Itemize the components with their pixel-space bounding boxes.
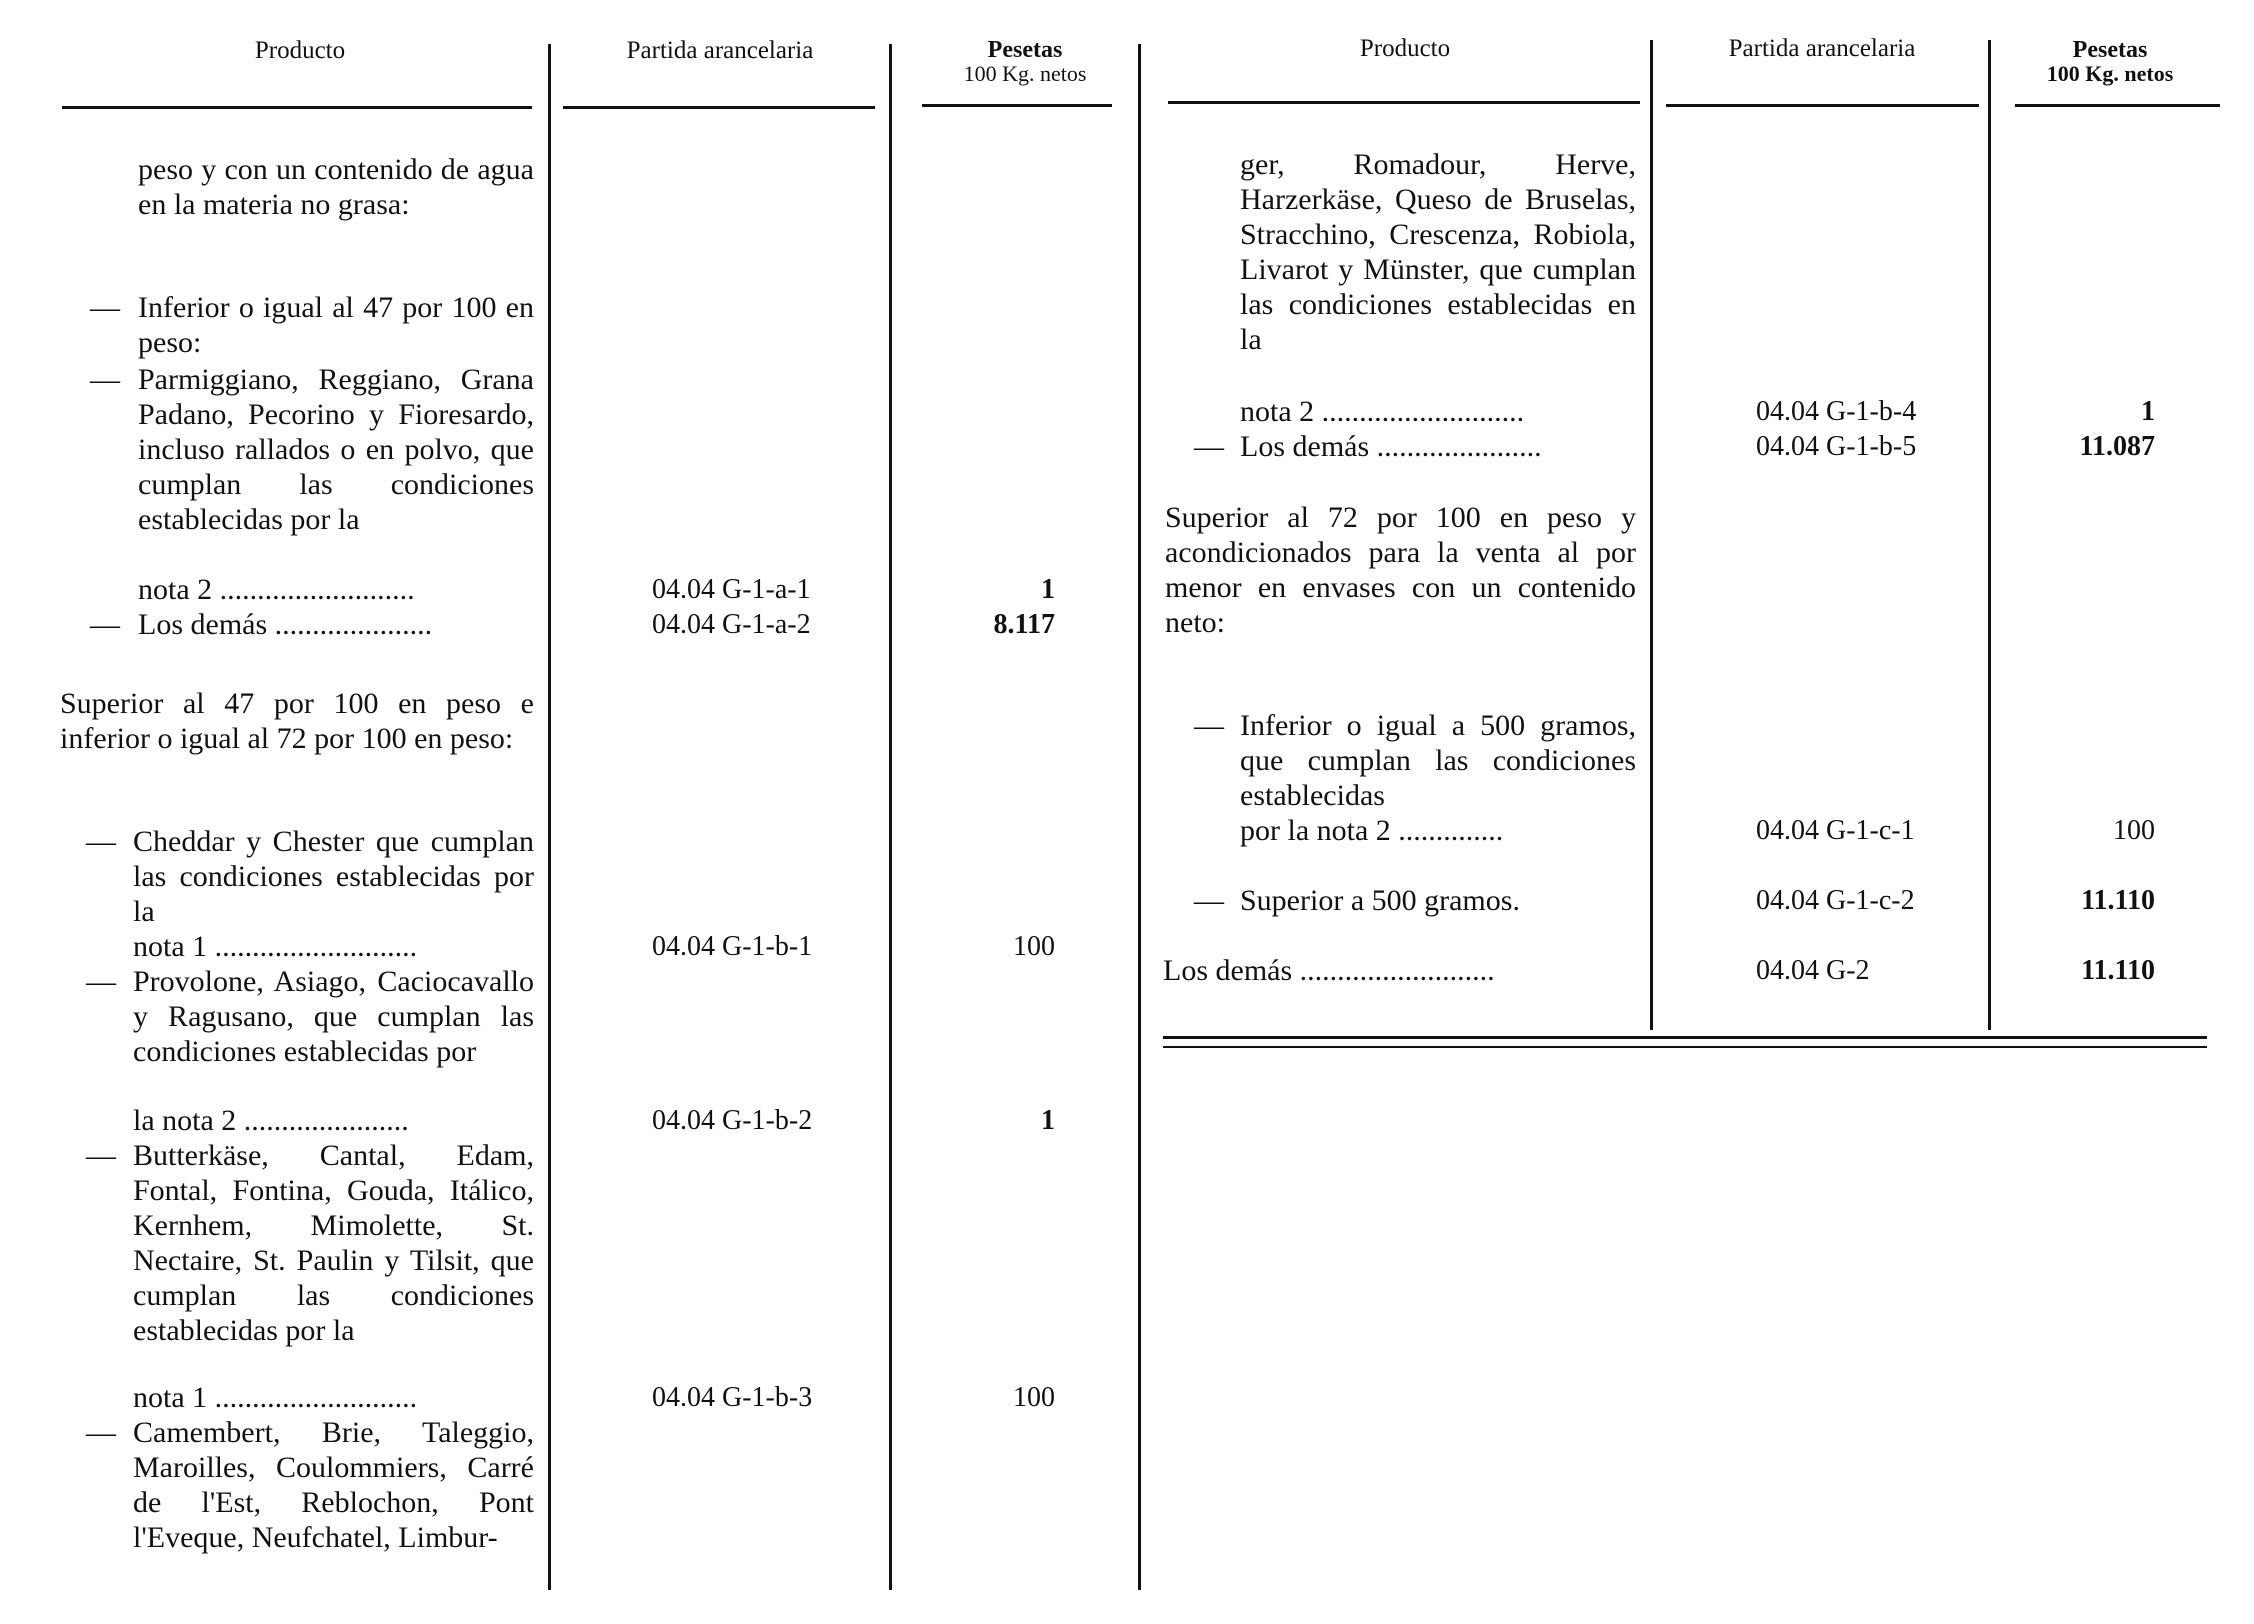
- price-value: 11.110: [2081, 885, 2155, 916]
- price-value: 8.117: [993, 609, 1055, 640]
- dash-marker: —: [86, 1416, 116, 1449]
- header-pesetas-left: [910, 38, 1140, 86]
- product-b2-text: Provolone, Asiago, Caciocavallo y Ragusano, que cumplan las condiciones establecidas por: [133, 965, 534, 1068]
- tariff-code: 04.04 G-1-c-1: [1756, 815, 1915, 846]
- product-a1-last: nota 2 ..........................: [138, 573, 415, 606]
- closing-rule: [1163, 1036, 2207, 1039]
- header-partida-left: Partida arancelaria: [626, 37, 814, 64]
- header-partida-right: Partida arancelaria: [1728, 35, 1916, 62]
- column-divider: [1650, 40, 1653, 1030]
- product-b5-text: Los demás ......................: [1240, 430, 1542, 463]
- tariff-code: 04.04 G-1-b-1: [652, 931, 813, 962]
- price-value: 1: [1041, 574, 1055, 605]
- product-b4-text: Camembert, Brie, Taleggio, Maroilles, Coulommiers, Carré de l'Est, Reblochon, Pont l'Eveque, Neufchatel, Limbur-: [133, 1416, 534, 1554]
- price-value: 1: [2141, 396, 2155, 427]
- dash-marker: —: [90, 363, 120, 396]
- tariff-code: 04.04 G-1-b-2: [652, 1105, 813, 1136]
- product-a2-text: Los demás .....................: [138, 608, 433, 641]
- dash-marker: —: [90, 291, 120, 324]
- header-rule-left-partida: [563, 106, 875, 109]
- header-rule-right-partida: [1666, 104, 1979, 107]
- dash-marker: —: [90, 608, 120, 641]
- price-value: 11.087: [2079, 431, 2155, 462]
- product-c1-last: por la nota 2 ..............: [1240, 814, 1504, 847]
- closing-rule: [1163, 1046, 2207, 1048]
- intro-text: peso y con un contenido de agua en la materia no grasa:: [138, 153, 534, 221]
- product-b1-last: nota 1 ...........................: [133, 930, 418, 963]
- header-rule-left-pesetas: [922, 104, 1112, 107]
- column-divider: [889, 44, 892, 1590]
- header-rule-right-product: [1168, 101, 1640, 104]
- header-pesetas-sub: 100 Kg. netos: [963, 61, 1087, 86]
- product-b2-last: la nota 2 ......................: [133, 1104, 409, 1137]
- column-divider: [1988, 40, 1991, 1030]
- tariff-code: 04.04 G-1-b-4: [1756, 396, 1917, 427]
- dash-marker: —: [1194, 709, 1224, 742]
- tariff-code: 04.04 G-2: [1756, 955, 1870, 986]
- product-c1-text: Inferior o igual a 500 gramos, que cumplan las condiciones establecidas: [1240, 709, 1636, 812]
- tariff-code: 04.04 G-1-b-5: [1756, 431, 1917, 462]
- product-b3-last: nota 1 ...........................: [133, 1381, 418, 1414]
- header-pesetas-sub: 100 Kg. netos: [2046, 61, 2174, 86]
- header-rule-left-product: [62, 106, 532, 109]
- header-pesetas-label: Pesetas: [987, 37, 1063, 63]
- tariff-code: 04.04 G-1-a-2: [652, 609, 811, 640]
- header-pesetas-label: Pesetas: [2072, 37, 2148, 63]
- column-divider: [548, 44, 551, 1590]
- header-pesetas-right: [2000, 38, 2220, 86]
- header-product-right: Producto: [1359, 35, 1451, 62]
- price-value: 100: [2113, 815, 2155, 846]
- dash-marker: —: [86, 825, 116, 858]
- header-rule-right-pesetas: [2015, 104, 2220, 107]
- tariff-code: 04.04 G-1-a-1: [652, 574, 811, 605]
- header-product-left: Producto: [254, 37, 346, 64]
- price-value: 100: [1013, 1382, 1055, 1413]
- product-a1-text: Parmiggiano, Reggiano, Grana Padano, Pecorino y Fioresardo, incluso rallados o en polvo, que cumplan las condiciones establecidas por la: [138, 363, 534, 536]
- product-b1-text: Cheddar y Chester que cumplan las condiciones establecidas por la: [133, 825, 534, 928]
- product-d-text: Los demás ..........................: [1163, 954, 1495, 987]
- price-value: 11.110: [2081, 955, 2155, 986]
- tariff-code: 04.04 G-1-c-2: [1756, 885, 1915, 916]
- subheading-b: Superior al 47 por 100 en peso e inferior o igual al 72 por 100 en peso:: [60, 687, 534, 755]
- dash-marker: —: [1194, 884, 1224, 917]
- tariff-code: 04.04 G-1-b-3: [652, 1382, 813, 1413]
- price-value: 1: [1041, 1105, 1055, 1136]
- price-value: 100: [1013, 931, 1055, 962]
- product-b4-last: nota 2 ...........................: [1240, 395, 1525, 428]
- product-b4-continued: ger, Romadour, Herve, Harzerkäse, Queso de Bruselas, Stracchino, Crescenza, Robiola, Livarot y Münster, que cumplan las condiciones establecidas en la: [1240, 148, 1636, 356]
- dash-marker: —: [86, 1139, 116, 1172]
- subheading-a: Inferior o igual al 47 por 100 en peso:: [138, 291, 534, 359]
- product-b3-text: Butterkäse, Cantal, Edam, Fontal, Fontina, Gouda, Itálico, Kernhem, Mimolette, St. Nectaire, St. Paulin y Tilsit, que cumplan las condiciones establecidas por la: [133, 1139, 534, 1347]
- product-c2-text: Superior a 500 gramos.: [1240, 884, 1520, 917]
- subheading-c: Superior al 72 por 100 en peso y acondicionados para la venta al por menor en envases con un contenido neto:: [1165, 501, 1636, 639]
- dash-marker: —: [86, 965, 116, 998]
- dash-marker: —: [1194, 430, 1224, 463]
- column-divider: [1138, 44, 1141, 1590]
